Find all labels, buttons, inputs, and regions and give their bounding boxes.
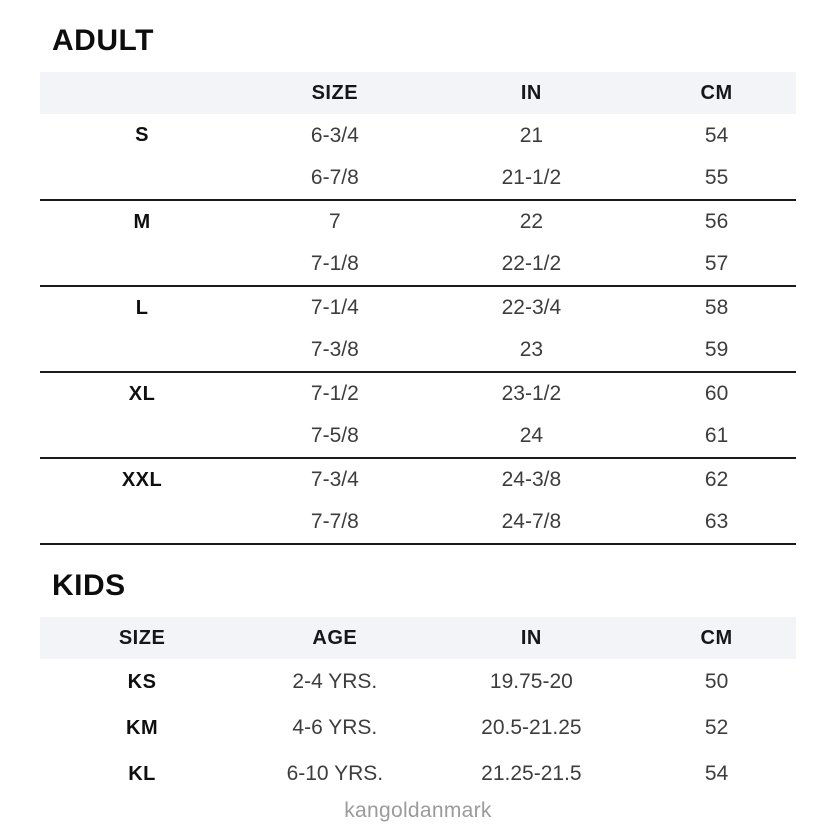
cell-age: 6-10 YRS. [286, 762, 384, 785]
cell-size: 7-3/4 [310, 468, 359, 491]
watermark-text: kangoldanmark [344, 799, 492, 822]
cell-in: 24-7/8 [426, 501, 638, 544]
table-row [40, 243, 796, 286]
cell-size: 7-7/8 [244, 501, 425, 544]
header-cell-size: SIZE [244, 72, 425, 114]
size-label: M [133, 210, 151, 233]
header-cell-cm: CM [637, 72, 796, 114]
adult-heading: ADULT [52, 24, 154, 57]
cell-in: 24 [426, 415, 638, 458]
table-row [40, 751, 796, 797]
cell-in: 22-1/2 [426, 243, 638, 286]
table-row [40, 286, 796, 329]
cell-age: 2-4 YRS. [292, 670, 378, 693]
header-row [40, 617, 796, 659]
adult-size-table [40, 72, 796, 545]
cell-cm: 50 [704, 670, 729, 693]
header-cell-in: IN [426, 617, 638, 659]
cell-cm: 61 [637, 415, 796, 458]
size-label-empty [40, 415, 244, 458]
cell-cm: 56 [704, 210, 729, 233]
header-cell-size: SIZE [40, 617, 244, 659]
cell-age: 4-6 YRS. [292, 716, 378, 739]
table-row [40, 372, 796, 415]
cell-size: 7-1/2 [310, 382, 359, 405]
cell-in: 22 [519, 210, 544, 233]
cell-cm: 57 [637, 243, 796, 286]
cell-size: 7-1/4 [310, 296, 359, 319]
kids-size-table [40, 617, 796, 797]
cell-size: 6-3/4 [310, 123, 359, 147]
table-row [40, 659, 796, 705]
cell-size: 7-3/8 [244, 329, 425, 372]
table-row [40, 415, 796, 458]
size-label-empty [40, 157, 244, 200]
size-label: KS [127, 670, 157, 693]
size-label: KM [126, 716, 159, 739]
cell-cm: 58 [704, 296, 729, 319]
header-row [40, 72, 796, 114]
cell-in: 24-3/8 [501, 468, 562, 491]
kids-table-header [40, 617, 796, 659]
adult-table-header [40, 72, 796, 114]
cell-in: 20.5-21.25 [481, 716, 582, 739]
cell-cm: 54 [704, 762, 729, 785]
table-row [40, 200, 796, 243]
adult-section [40, 26, 796, 545]
cell-cm: 59 [637, 329, 796, 372]
header-cell-cm: CM [637, 617, 796, 659]
size-label: XL [128, 382, 156, 405]
cell-in: 21-1/2 [426, 157, 638, 200]
cell-in: 23-1/2 [501, 382, 562, 405]
size-label: KL [128, 762, 156, 785]
kids-heading: KIDS [52, 569, 126, 602]
table-row [40, 329, 796, 372]
table-row [40, 458, 796, 501]
kids-section [40, 571, 796, 797]
header-cell-age: AGE [244, 617, 425, 659]
cell-in: 19.75-20 [489, 670, 573, 693]
cell-in: 21.25-21.5 [481, 762, 582, 785]
cell-in: 22-3/4 [501, 296, 562, 319]
header-cell-blank [40, 72, 244, 114]
table-row [40, 114, 796, 157]
table-row [40, 705, 796, 751]
cell-cm: 62 [704, 468, 729, 491]
cell-size: 7-5/8 [244, 415, 425, 458]
cell-size: 6-7/8 [244, 157, 425, 200]
header-cell-in: IN [426, 72, 638, 114]
cell-size: 7 [328, 210, 341, 233]
cell-cm: 52 [704, 716, 729, 739]
cell-size: 7-1/8 [244, 243, 425, 286]
cell-cm: 60 [704, 382, 729, 405]
cell-cm: 63 [637, 501, 796, 544]
table-row [40, 501, 796, 544]
size-label: S [135, 124, 149, 146]
size-label-empty [40, 243, 244, 286]
cell-in: 23 [426, 329, 638, 372]
size-label: L [135, 296, 149, 319]
cell-in: 21 [519, 123, 544, 147]
size-label-empty [40, 329, 244, 372]
table-row [40, 157, 796, 200]
size-label-empty [40, 501, 244, 544]
cell-cm: 54 [704, 123, 729, 147]
cell-cm: 55 [637, 157, 796, 200]
size-label: XXL [121, 468, 163, 491]
